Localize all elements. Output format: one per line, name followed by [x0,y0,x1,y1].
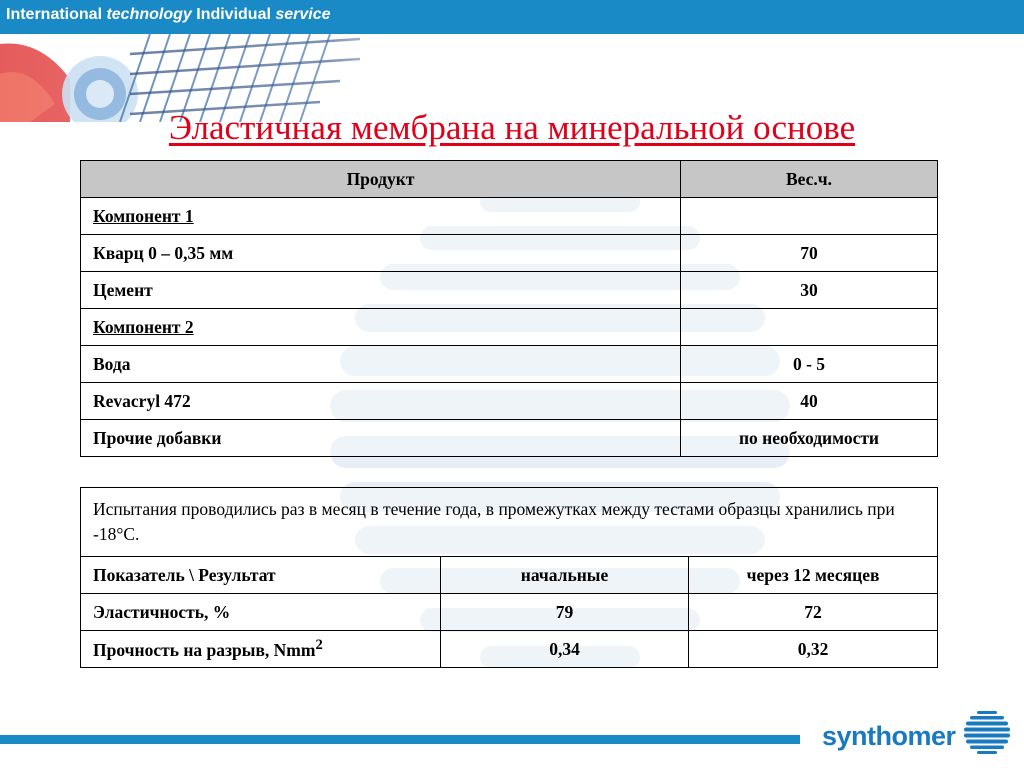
row-value: 70 [681,235,938,272]
row-name-text: Прочность на разрыв, Nmm [93,639,316,660]
component-heading: Компонент 2 [81,309,681,346]
table-header-row [81,161,938,198]
tagline-part: International [6,6,107,23]
table-row [81,272,938,309]
row-value: по необходимости [681,420,938,457]
logo-wordmark: synthomer [822,721,956,751]
row-name: Прочие добавки [81,420,681,457]
tagline [6,6,331,24]
column-header-initial: начальные [441,557,689,594]
row-value [681,309,938,346]
test-conditions-note: Испытания проводились раз в месяц в течение года, в промежутках между тестами образцы хранились при -18°С. [81,488,938,557]
row-name: Вода [81,346,681,383]
column-header-after-12-months: через 12 месяцев [689,557,938,594]
row-name: Кварц 0 – 0,35 мм [81,235,681,272]
synthomer-logo [822,708,1017,758]
row-name [81,631,441,668]
table-note-row [81,488,938,557]
table-row [81,346,938,383]
tagline-part: service [275,6,331,23]
tagline-part: Individual [191,6,276,23]
formulation-table [80,160,938,457]
column-header-product: Продукт [81,161,681,198]
superscript: 2 [315,637,323,654]
row-value-after-12: 72 [689,594,938,631]
table-row [81,235,938,272]
slide-title: Эластичная мембрана на минеральной основе [168,108,856,147]
results-table [80,487,938,668]
table-row [81,594,938,631]
table-header-row [81,557,938,594]
row-value: 0 - 5 [681,346,938,383]
row-name: Revacryl 472 [81,383,681,420]
row-value: 30 [681,272,938,309]
column-header-parameter: Показатель \ Результат [81,557,441,594]
row-value-after-12: 0,32 [689,631,938,668]
component-heading: Компонент 1 [81,198,681,235]
column-header-weight: Вес.ч. [681,161,938,198]
table-row [81,309,938,346]
logo-globe-icon [962,710,1012,756]
row-value-initial: 79 [441,594,689,631]
row-value [681,198,938,235]
row-name: Эластичность, % [81,594,441,631]
table-row [81,420,938,457]
row-name: Цемент [81,272,681,309]
top-banner-bar [0,0,1024,34]
table-row [81,631,938,668]
row-value-initial: 0,34 [441,631,689,668]
bottom-bar [0,735,800,744]
row-value: 40 [681,383,938,420]
table-row [81,383,938,420]
table-row [81,198,938,235]
tagline-part: technology [106,6,192,23]
